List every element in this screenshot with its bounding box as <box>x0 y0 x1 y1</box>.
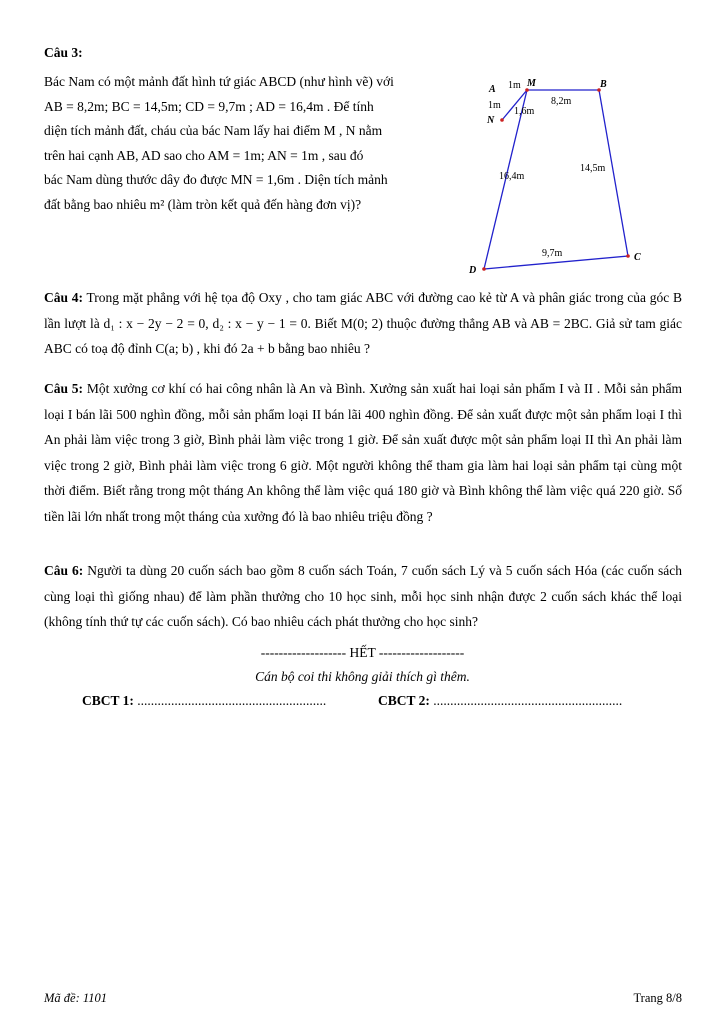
signature-cbct1 <box>82 693 326 709</box>
question-5-text: Một xưởng cơ khí có hai công nhân là An và Bình. Xưởng sản xuất hai loại sản phẩm I và II . Mỗi sản phẩm loại I bán lãi 500 nghìn đồng, mỗi sản phẩm loại II bán lãi 400 nghìn đồng. Để sản xuất được một sản phẩm loại I thì An phải làm việc trong 3 giờ, Bình phải làm việc trong 1 giờ. Để sản xuất được một sản phẩm loại II thì An phải làm việc trong 2 giờ, Bình phải làm việc trong 6 giờ. Một người không thể tham gia làm hai loại sản phẩm tại cùng một thời điểm. Biết rằng trong một tháng An không thể làm việc quá 180 giờ và Bình không thể làm việc quá 220 giờ. Số tiền lãi lớn nhất trong một tháng của xưởng đó là bao nhiêu triệu đồng ? <box>44 381 682 524</box>
cbct2-label: CBCT 2: <box>378 693 430 708</box>
page-number: Trang 8/8 <box>633 991 682 1005</box>
question-3-text <box>44 70 434 217</box>
signature-cbct2 <box>378 693 622 709</box>
cbct2-dots: ........................................................ <box>433 693 623 708</box>
cbct1-label: CBCT 1: <box>82 693 134 708</box>
cbct1-dots: ........................................................ <box>137 693 327 708</box>
point-d <box>482 267 486 271</box>
question-6 <box>44 558 682 635</box>
label-b: B <box>600 79 607 90</box>
question-4-text: Trong mặt phẳng với hệ tọa độ Oxy , cho tam giác ABC với đường cao kẻ từ A và phân giác trong của góc B lần lượt là d₁ : x − 2y − 2 = 0, d₂ : x − y − 1 = 0. Biết M(0; 2) thuộc đường thẳng AB và AB = 2BC. Giả sử tam giác ABC có toạ độ đỉnh C(a; b) , khi đó 2a + b bằng bao nhiêu ? <box>44 290 682 356</box>
label-a: A <box>489 84 496 95</box>
label-bc: 14,5m <box>580 163 606 174</box>
label-mn: 1,6m <box>514 106 535 117</box>
quadrilateral-figure <box>462 70 662 280</box>
question-6-label: Câu 6: <box>44 563 84 578</box>
q3-line: bác Nam dùng thước dây đo được MN = 1,6m . Diện tích mảnh <box>44 172 388 187</box>
label-an: 1m <box>488 100 501 111</box>
question-6-text: Người ta dùng 20 cuốn sách bao gồm 8 cuốn sách Toán, 7 cuốn sách Lý và 5 cuốn sách Hóa (các cuốn sách cùng loại thì giống nhau) để làm phần thưởng cho 10 học sinh, mỗi học sinh nhận được 2 cuốn sách khác thể loại (không tính thứ tự các cuốn sách). Có bao nhiêu cách phát thưởng cho học sinh? <box>44 563 682 629</box>
question-5-label: Câu 5: <box>44 381 84 396</box>
q3-line: Bác Nam có một mảnh đất hình tứ giác ABCD (như hình vẽ) với <box>44 74 394 89</box>
label-cd: 9,7m <box>542 248 563 259</box>
point-c <box>626 254 630 258</box>
end-marker: ------------------- HẾT ------------------- <box>260 645 465 660</box>
q3-line: đất bằng bao nhiêu m² (làm tròn kết quả đến hàng đơn vị)? <box>44 196 362 212</box>
label-m: M <box>527 78 536 89</box>
label-d: D <box>469 265 477 276</box>
question-5 <box>44 376 682 529</box>
label-mb: 8,2m <box>551 96 572 107</box>
label-am: 1m <box>508 80 521 91</box>
q3-line: trên hai cạnh AB, AD sao cho AM = 1m; AN = 1m , sau đó <box>44 147 364 163</box>
exam-code: Mã đề: 1101 <box>44 991 107 1005</box>
question-4-label: Câu 4: <box>44 290 83 305</box>
label-n: N <box>487 115 495 126</box>
q3-line: diện tích mảnh đất, cháu của bác Nam lấy hai điểm M , N nằm <box>44 123 383 138</box>
question-3-title: Câu 3: <box>44 45 83 60</box>
proctor-note: Cán bộ coi thi không giải thích gì thêm. <box>255 669 470 684</box>
point-n <box>500 118 504 122</box>
label-c: C <box>634 252 641 263</box>
question-4 <box>44 285 682 362</box>
q3-line: AB = 8,2m; BC = 14,5m; CD = 9,7m ; AD = 16,4m . Để tính <box>44 98 374 114</box>
label-ad: 16,4m <box>499 171 525 182</box>
